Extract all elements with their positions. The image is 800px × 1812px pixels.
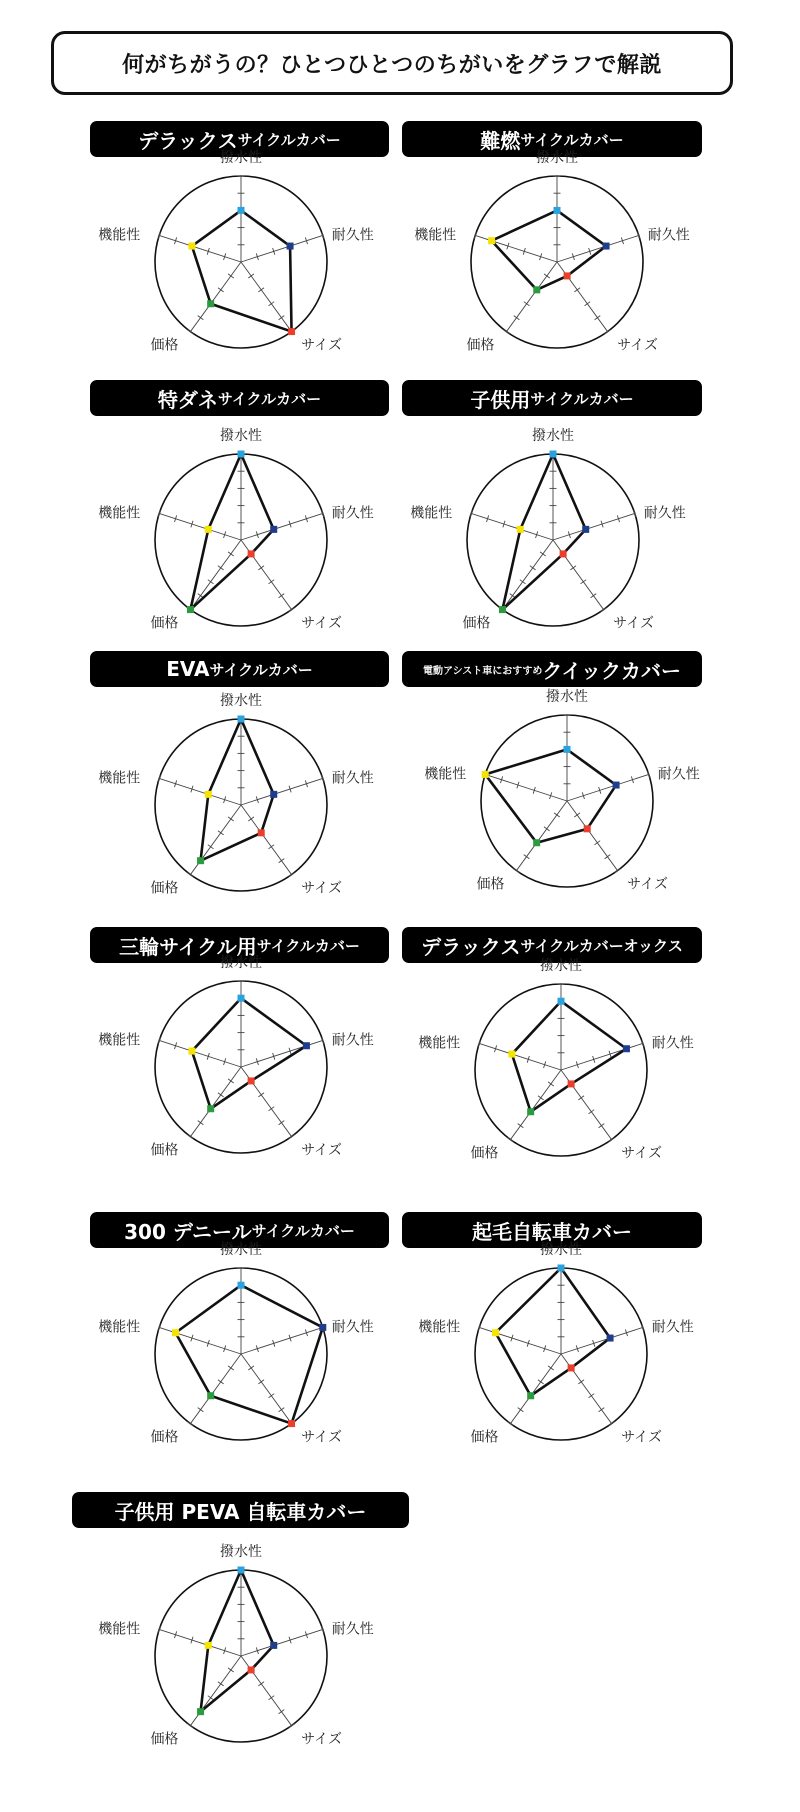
data-point	[205, 791, 212, 798]
axis-label: 耐久性	[657, 766, 700, 783]
axis-tick	[258, 288, 264, 292]
axis-tick	[289, 1724, 295, 1728]
axis-tick	[538, 1096, 544, 1100]
banner-main-text: 子供用	[470, 387, 531, 412]
data-polygon	[176, 1285, 323, 1423]
banner-main-text: 三輪サイクル用	[119, 934, 257, 959]
data-polygon	[496, 1268, 611, 1396]
axis-line	[553, 513, 635, 540]
axis-label: 耐久性	[331, 770, 374, 787]
axis-label: サイズ	[301, 615, 342, 632]
axis-label: 価格	[150, 1142, 179, 1159]
radar-chart	[85, 911, 397, 1223]
axis-label: 機能性	[424, 766, 467, 783]
axis-tick	[268, 1394, 274, 1398]
banner-main-text: 子供用 PEVA 自転車カバー	[114, 1499, 367, 1524]
axis-label: 機能性	[98, 227, 141, 244]
axis-tick	[605, 855, 611, 859]
axis-label: 耐久性	[331, 1032, 374, 1049]
axis-tick	[228, 552, 234, 556]
axis-line	[561, 1327, 643, 1354]
axis-tick	[208, 580, 214, 584]
axis-line	[485, 774, 567, 801]
axis-tick	[228, 817, 234, 821]
axis-tick	[248, 1366, 254, 1370]
axis-line	[471, 513, 553, 540]
axis-label: 機能性	[410, 505, 453, 522]
axis-tick	[289, 608, 295, 612]
data-point	[613, 782, 620, 789]
axis-label: 耐久性	[651, 1319, 694, 1336]
axis-label: サイズ	[613, 615, 654, 632]
data-point	[550, 451, 557, 458]
axis-tick	[208, 845, 214, 849]
axis-tick	[540, 552, 546, 556]
radar-chart	[405, 1198, 717, 1510]
axis-label: 価格	[470, 1429, 499, 1446]
axis-label: 価格	[150, 1429, 179, 1446]
data-point	[288, 328, 295, 335]
data-polygon	[192, 210, 292, 331]
axis-label: 機能性	[418, 1319, 461, 1336]
data-point	[527, 1108, 534, 1115]
data-point	[303, 1042, 310, 1049]
data-point	[492, 1329, 499, 1336]
axis-label: 機能性	[98, 1621, 141, 1638]
axis-label: サイズ	[301, 1142, 342, 1159]
data-point	[188, 1048, 195, 1055]
axis-tick	[594, 841, 600, 845]
data-point	[533, 839, 540, 846]
axis-tick	[188, 330, 194, 334]
axis-label: 機能性	[98, 1319, 141, 1336]
data-point	[238, 995, 245, 1002]
axis-tick	[588, 1394, 594, 1398]
axis-tick	[584, 302, 590, 306]
axis-line	[506, 262, 557, 332]
data-point	[207, 1392, 214, 1399]
axis-tick	[218, 566, 224, 570]
axis-label: サイズ	[627, 876, 668, 893]
banner-sub-text: サイクルカバー	[237, 130, 341, 149]
data-point	[288, 1420, 295, 1427]
axis-tick	[574, 813, 580, 817]
axis-tick	[524, 302, 530, 306]
radar-chart	[405, 914, 717, 1226]
page-title: 何がちがうの？ひとつひとつのちがいをグラフで解説	[51, 31, 733, 95]
axis-tick	[228, 1668, 234, 1672]
axis-label: サイズ	[301, 1429, 342, 1446]
data-point	[197, 857, 204, 864]
axis-label: 価格	[476, 876, 505, 893]
banner-sub-text: サイクルカバー	[209, 660, 313, 679]
axis-label: 撥水性	[220, 693, 262, 709]
data-point	[560, 550, 567, 557]
radar-chart	[401, 106, 713, 418]
axis-tick	[574, 288, 580, 292]
axis-tick	[548, 1366, 554, 1370]
axis-tick	[605, 330, 611, 334]
radar-chart	[85, 1500, 397, 1812]
axis-label: 価格	[462, 615, 491, 632]
data-polygon	[201, 719, 274, 861]
axis-tick	[508, 1138, 514, 1142]
axis-label: サイズ	[621, 1145, 662, 1162]
axis-tick	[248, 274, 254, 278]
axis-label: 機能性	[98, 1032, 141, 1049]
data-point	[607, 1335, 614, 1342]
axis-line	[159, 1629, 241, 1656]
data-point	[270, 1642, 277, 1649]
axis-tick	[544, 827, 550, 831]
axis-label: 撥水性	[220, 1242, 262, 1258]
data-point	[603, 243, 610, 250]
data-point	[238, 207, 245, 214]
axis-label: 撥水性	[220, 150, 262, 166]
axis-line	[159, 778, 241, 805]
axis-tick	[268, 1696, 274, 1700]
axis-label: 撥水性	[540, 958, 582, 974]
data-polygon	[201, 1570, 274, 1712]
data-point	[568, 1364, 575, 1371]
axis-tick	[198, 316, 204, 320]
data-point	[258, 829, 265, 836]
axis-tick	[228, 274, 234, 278]
axis-tick	[504, 330, 510, 334]
axis-label: サイズ	[617, 337, 658, 354]
data-point	[527, 1392, 534, 1399]
axis-label: サイズ	[301, 880, 342, 897]
axis-tick	[554, 813, 560, 817]
axis-tick	[268, 1107, 274, 1111]
banner-main-text: 特ダネ	[157, 387, 218, 412]
data-point	[207, 1105, 214, 1112]
axis-label: 撥水性	[546, 689, 588, 705]
axis-label: 撥水性	[540, 1242, 582, 1258]
axis-line	[241, 262, 292, 332]
data-point	[623, 1045, 630, 1052]
axis-tick	[570, 566, 576, 570]
axis-tick	[530, 566, 536, 570]
axis-tick	[601, 608, 607, 612]
axis-line	[241, 1040, 323, 1067]
axis-label: サイズ	[301, 1731, 342, 1748]
data-point	[270, 791, 277, 798]
data-point	[205, 1642, 212, 1649]
axis-label: 撥水性	[220, 1544, 262, 1560]
data-point	[558, 998, 565, 1005]
data-point	[558, 1265, 565, 1272]
data-point	[197, 1708, 204, 1715]
axis-tick	[578, 1380, 584, 1384]
axis-tick	[580, 580, 586, 584]
axis-tick	[208, 1696, 214, 1700]
data-point	[172, 1329, 179, 1336]
axis-line	[241, 1629, 323, 1656]
axis-label: 価格	[150, 337, 179, 354]
data-point	[248, 550, 255, 557]
axis-tick	[518, 1124, 524, 1128]
data-point	[188, 243, 195, 250]
axis-label: 価格	[150, 1731, 179, 1748]
axis-line	[475, 235, 557, 262]
axis-line	[159, 513, 241, 540]
banner-sub-text: サイクルカバー	[520, 130, 624, 149]
axis-tick	[268, 580, 274, 584]
axis-tick	[279, 594, 285, 598]
axis-label: 耐久性	[651, 1035, 694, 1052]
axis-tick	[279, 1121, 285, 1125]
axis-tick	[591, 594, 597, 598]
banner-main-text: 起毛自転車カバー	[472, 1219, 632, 1244]
axis-tick	[218, 1093, 224, 1097]
axis-tick	[289, 1135, 295, 1139]
banner-main-text: EVA	[166, 657, 210, 681]
axis-tick	[588, 1110, 594, 1114]
axis-label: 耐久性	[331, 1621, 374, 1638]
axis-label: 耐久性	[643, 505, 686, 522]
axis-label: 耐久性	[331, 505, 374, 522]
banner-sub-text: サイクルカバー	[217, 389, 322, 408]
axis-tick	[248, 817, 254, 821]
axis-tick	[544, 274, 550, 278]
axis-tick	[538, 1380, 544, 1384]
data-point	[205, 526, 212, 533]
axis-label: 価格	[466, 337, 495, 354]
axis-tick	[268, 845, 274, 849]
axis-tick	[609, 1138, 615, 1142]
data-point	[564, 272, 571, 279]
axis-label: 撥水性	[536, 150, 578, 166]
data-point	[238, 716, 245, 723]
axis-tick	[289, 873, 295, 877]
banner-small-text: 電動アシスト車におすすめ	[422, 665, 543, 677]
axis-tick	[514, 316, 520, 320]
data-point	[482, 771, 489, 778]
axis-tick	[188, 1135, 194, 1139]
data-point	[248, 1077, 255, 1084]
data-point	[499, 606, 506, 613]
axis-line	[479, 1043, 561, 1070]
axis-label: 撥水性	[220, 955, 262, 971]
data-point	[533, 286, 540, 293]
axis-label: 価格	[470, 1145, 499, 1162]
axis-label: 機能性	[98, 505, 141, 522]
axis-tick	[279, 316, 285, 320]
axis-line	[479, 1327, 561, 1354]
axis-label: 耐久性	[331, 1319, 374, 1336]
radar-chart	[85, 1198, 397, 1510]
data-point	[582, 526, 589, 533]
axis-line	[567, 801, 618, 871]
banner-main-text: デラックス	[421, 934, 521, 959]
axis-line	[561, 1043, 643, 1070]
axis-tick	[508, 1422, 514, 1426]
axis-line	[190, 262, 241, 332]
data-polygon	[190, 454, 273, 610]
axis-tick	[514, 869, 520, 873]
data-point	[488, 237, 495, 244]
banner-sub-text: サイクルカバー	[251, 1221, 355, 1240]
axis-tick	[518, 1408, 524, 1412]
axis-tick	[548, 1082, 554, 1086]
axis-tick	[599, 1408, 605, 1412]
axis-tick	[188, 873, 194, 877]
data-point	[238, 1567, 245, 1574]
axis-tick	[228, 1366, 234, 1370]
axis-label: サイズ	[301, 337, 342, 354]
banner-main-text: デラックス	[138, 128, 238, 153]
axis-label: 撥水性	[220, 428, 262, 444]
axis-line	[241, 1327, 323, 1354]
axis-line	[159, 1327, 241, 1354]
axis-tick	[218, 288, 224, 292]
axis-tick	[524, 855, 530, 859]
axis-label: 耐久性	[331, 227, 374, 244]
axis-tick	[228, 1079, 234, 1083]
axis-tick	[520, 580, 526, 584]
axis-tick	[615, 869, 621, 873]
banner-sub-text: サイクルカバー	[256, 936, 360, 955]
data-point	[238, 1282, 245, 1289]
axis-label: 機能性	[98, 770, 141, 787]
data-point	[238, 451, 245, 458]
axis-tick	[609, 1422, 615, 1426]
axis-tick	[258, 1380, 264, 1384]
axis-tick	[198, 1121, 204, 1125]
axis-line	[190, 1067, 241, 1137]
axis-tick	[188, 1422, 194, 1426]
axis-tick	[258, 1093, 264, 1097]
radar-chart	[85, 106, 397, 418]
axis-tick	[279, 859, 285, 863]
axis-tick	[595, 316, 601, 320]
axis-line	[510, 1354, 561, 1424]
axis-line	[510, 1070, 561, 1140]
axis-label: 価格	[150, 615, 179, 632]
banner-main-text: クイックカバー	[542, 658, 681, 683]
data-polygon	[502, 454, 585, 610]
data-point	[564, 746, 571, 753]
axis-tick	[218, 831, 224, 835]
data-point	[508, 1051, 515, 1058]
data-point	[319, 1324, 326, 1331]
banner-sub-text: サイクルカバー	[530, 389, 634, 408]
data-point	[568, 1080, 575, 1087]
axis-label: サイズ	[621, 1429, 662, 1446]
axis-line	[190, 1354, 241, 1424]
axis-line	[241, 1354, 292, 1424]
data-point	[554, 207, 561, 214]
axis-label: 撥水性	[532, 428, 574, 444]
data-point	[287, 243, 294, 250]
banner-main-text: 300 デニール	[124, 1219, 252, 1244]
axis-label: 耐久性	[647, 227, 690, 244]
axis-tick	[218, 1380, 224, 1384]
axis-line	[159, 1040, 241, 1067]
axis-line	[241, 778, 323, 805]
axis-tick	[599, 1124, 605, 1128]
axis-tick	[279, 1710, 285, 1714]
data-point	[517, 526, 524, 533]
radar-chart	[411, 645, 723, 957]
axis-tick	[188, 1724, 194, 1728]
axis-tick	[218, 1682, 224, 1686]
axis-tick	[268, 302, 274, 306]
data-point	[270, 526, 277, 533]
axis-label: 価格	[150, 880, 179, 897]
data-point	[187, 606, 194, 613]
axis-tick	[198, 1408, 204, 1412]
axis-label: 機能性	[418, 1035, 461, 1052]
data-point	[207, 300, 214, 307]
banner-sub-text: サイクルカバーオックス	[520, 936, 683, 955]
axis-label: 機能性	[414, 227, 457, 244]
data-point	[248, 1666, 255, 1673]
axis-tick	[258, 1682, 264, 1686]
data-point	[584, 825, 591, 832]
axis-line	[241, 513, 323, 540]
banner-main-text: 難燃	[480, 128, 521, 153]
axis-tick	[258, 566, 264, 570]
axis-tick	[578, 1096, 584, 1100]
axis-tick	[279, 1408, 285, 1412]
